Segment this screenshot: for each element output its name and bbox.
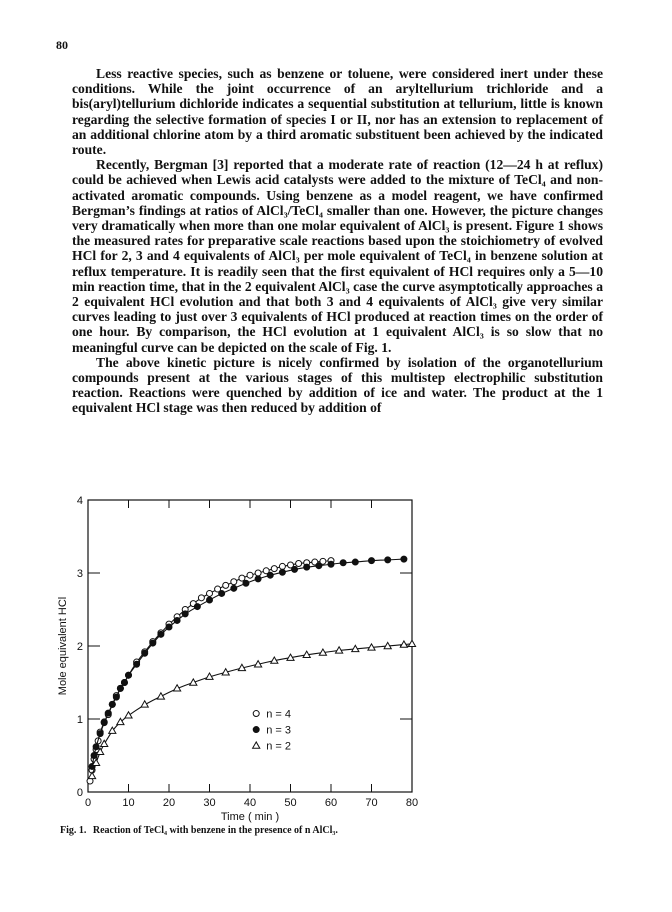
legend-label: n = 3 bbox=[266, 724, 291, 737]
paragraph: Recently, Bergman [3] reported that a moderate rate of reaction (12—24 h at reflux) could be achieved when Lewis acid catalysts were added to the mixture of TeCl₄ and non-activated aromatic compounds. Using benzene as a model reagent, we have confirmed Bergman’s findings at ratios of AlCl₃/TeCl₄ smaller than one. However, the picture changes very dramatically when more than one molar equivalent of AlCl₃ is present. Figure 1 shows the measured rates for preparative scale reactions based upon the stoichiometry of evolved HCl for 2, 3 and 4 equivalents of AlCl₃ per mole equivalent of TeCl₄ in benzene solution at reflux temperature. It is readily seen that the first equivalent of HCl requires only a 5—10 min reaction time, that in the 2 equivalent AlCl₃ case the curve asymptotically approaches a 2 equivalent HCl evolution and that both 3 and 4 equivalents of AlCl₃ give very similar curves leading to just over 3 equivalents of HCl produced at reaction times on the order of one hour. By comparison, the HCl evolution at 1 equivalent AlCl₃ is so slow that no meaningful curve can be depicted on the scale of Fig. 1. bbox=[72, 157, 603, 355]
data-point bbox=[369, 558, 375, 564]
data-point bbox=[207, 597, 213, 603]
data-point bbox=[267, 572, 273, 578]
data-point bbox=[125, 712, 132, 718]
legend-label: n = 4 bbox=[266, 708, 291, 721]
x-tick-label: 10 bbox=[122, 797, 135, 809]
caption-text: Reaction of TeCl₄ with benzene in the presence of n AlCl₃. bbox=[92, 825, 338, 836]
x-axis-label: Time ( min ) bbox=[220, 811, 280, 823]
data-point bbox=[271, 566, 277, 572]
data-point bbox=[97, 731, 103, 737]
data-point bbox=[401, 556, 407, 562]
y-axis-label: Mole equivalent HCl bbox=[57, 596, 69, 696]
reaction-rate-chart bbox=[40, 488, 440, 828]
data-point bbox=[231, 579, 237, 585]
x-tick-label: 50 bbox=[284, 797, 297, 809]
data-point bbox=[93, 744, 99, 750]
data-point bbox=[157, 693, 164, 699]
data-point bbox=[105, 710, 111, 716]
data-point bbox=[150, 640, 156, 646]
data-point bbox=[296, 561, 302, 567]
paragraph: Less reactive species, such as benzene or toluene, were considered inert under these conditions. While the joint occurrence of an aryltellurium trichloride and a bis(aryl)tellurium dichloride indicates a sequential substitution at tellurium, little is known regarding the selective formation of species I or II, nor has an extension to replacement of an additional chlorine atom by a third aromatic substituent been achieved by the indicated route. bbox=[72, 66, 603, 158]
y-tick-label: 0 bbox=[76, 787, 83, 799]
data-point bbox=[247, 572, 253, 578]
data-point bbox=[255, 576, 261, 582]
data-point bbox=[174, 617, 180, 623]
x-tick-label: 30 bbox=[203, 797, 216, 809]
data-point bbox=[292, 566, 298, 572]
x-tick-label: 70 bbox=[365, 797, 378, 809]
paragraph: The above kinetic picture is nicely confirmed by isolation of the organotellurium compounds present at the various stages of this multistep electrophilic substitution reaction. Reactions were quenched by addition of ice and water. The product at the 1 equivalent HCl stage was then reduced by addition of bbox=[72, 354, 603, 416]
data-point bbox=[255, 570, 261, 576]
plot-frame bbox=[88, 500, 412, 792]
x-tick-label: 80 bbox=[405, 797, 419, 809]
data-point bbox=[408, 640, 415, 646]
caption-label: Fig. 1. bbox=[60, 825, 87, 836]
data-point bbox=[182, 611, 188, 617]
y-tick-label: 2 bbox=[76, 641, 83, 653]
data-point bbox=[91, 753, 97, 759]
data-point bbox=[117, 685, 123, 691]
data-point bbox=[207, 590, 213, 596]
data-point bbox=[340, 560, 346, 566]
y-tick-label: 4 bbox=[76, 495, 83, 507]
figure-caption bbox=[60, 825, 338, 836]
data-point bbox=[219, 590, 225, 596]
data-point bbox=[142, 650, 148, 656]
y-tick-label: 1 bbox=[76, 714, 83, 726]
data-point bbox=[194, 604, 200, 610]
data-point bbox=[113, 694, 119, 700]
data-point bbox=[304, 564, 310, 570]
data-point bbox=[223, 582, 229, 588]
data-point bbox=[101, 740, 108, 746]
data-point bbox=[109, 701, 115, 707]
data-point bbox=[279, 563, 285, 569]
data-point bbox=[88, 772, 95, 778]
data-point bbox=[101, 720, 107, 726]
data-point bbox=[134, 661, 140, 667]
body-text bbox=[72, 66, 603, 416]
data-point bbox=[316, 563, 322, 569]
legend-marker bbox=[253, 711, 259, 717]
data-point bbox=[243, 580, 249, 586]
data-point bbox=[385, 557, 391, 563]
data-point bbox=[126, 672, 132, 678]
data-point bbox=[158, 631, 164, 637]
data-point bbox=[231, 585, 237, 591]
data-point bbox=[352, 559, 358, 565]
x-tick-label: 60 bbox=[324, 797, 338, 809]
x-tick-label: 20 bbox=[162, 797, 176, 809]
legend-marker bbox=[253, 742, 260, 748]
data-point bbox=[239, 575, 245, 581]
legend-label: n = 2 bbox=[266, 740, 291, 753]
x-tick-label: 40 bbox=[243, 797, 257, 809]
legend-marker bbox=[253, 727, 259, 733]
data-point bbox=[279, 569, 285, 575]
data-point bbox=[328, 561, 334, 567]
y-tick-label: 3 bbox=[76, 568, 83, 580]
x-tick-label: 0 bbox=[84, 797, 92, 809]
page-number: 80 bbox=[56, 38, 68, 52]
data-point bbox=[121, 680, 127, 686]
data-point bbox=[166, 624, 172, 630]
figure-1 bbox=[40, 488, 440, 828]
data-point bbox=[198, 595, 204, 601]
